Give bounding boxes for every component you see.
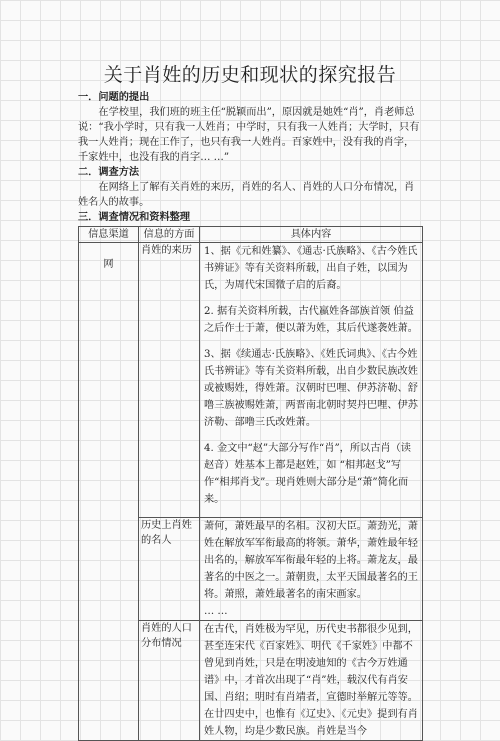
table-row xyxy=(79,243,423,518)
content-cell xyxy=(200,621,423,741)
content-paragraph: 萧何，萧姓最早的名相。汉初大臣。萧劲光，萧姓在解放军军衔最高的将领。萧华，萧姓最年轻出名的，解放军军衔最年轻的上将。萧龙友，最著名的中医之一。萧朝贵，太平天国最著名的王将。萧照，萧姓最著名的南宋画家。 xyxy=(204,521,418,600)
header-aspect: 信息的方面 xyxy=(139,227,200,243)
section-heading-2: 二．调查方法 xyxy=(78,166,140,178)
content-cell xyxy=(200,243,423,518)
content-paragraph: 1、据《元和姓纂》、《通志·氏族略》、《古今姓氏书辨证》等有关资料所载，出自子姓，以国为氏，为周代宋国微子启的后裔。 xyxy=(204,246,418,291)
source-cell: 网 xyxy=(79,243,139,741)
content-paragraph: … … xyxy=(204,606,228,617)
section-heading-1: 一．问题的提出 xyxy=(78,91,150,103)
header-content: 具体内容 xyxy=(200,227,423,243)
table-header-row xyxy=(79,227,423,243)
content-paragraph: 在古代，肖姓极为罕见，历代史书都很少见到，甚至连宋代《百家姓》、明代《千家姓》中都不曾见到肖姓，只是在明凌迪知的《古今万姓通谱》中，才首次出现了“肖”姓，载汉代有肖安国、肖绍；明时有肖靖者，宣德时举解元等等。在廿四史中，也惟有《辽史》、《元史》提到有肖姓人物，均是少数民族。肖姓是当今 xyxy=(204,624,418,737)
content-paragraph: 4. 金文中“赵”大部分写作“肖”，所以古肖（读赵音）姓基本上都是赵姓，如 “相邦赵戈”写作“相邦肖戈”。现肖姓则大部分是“萧”简化而来。 xyxy=(204,443,411,505)
section-body-1: 在学校里，我们班的班主任“脱颖而出”，原因就是她姓“肖”，肖老师总说：“我小学时，只有我一人姓肖；中学时，只有我一人姓肖；大学时，只有我一人姓肖；现在工作了，也只有我一人姓肖。百家姓中，没有我的肖字，千家姓中，也没有我的肖字… …” xyxy=(78,107,420,163)
aspect-cell: 历史上肖姓的名人 xyxy=(139,518,200,621)
header-source: 信息渠道 xyxy=(79,227,139,243)
section-heading-3: 三．调查情况和资料整理 xyxy=(78,211,191,223)
document-title: 关于肖姓的历史和现状的探究报告 xyxy=(103,64,397,86)
content-paragraph: 2. 据有关资料所载，古代嬴姓各部族首领 伯益之后作士于萧，便以萧为姓，其后代遂袭姓萧。 xyxy=(204,306,418,334)
survey-table xyxy=(78,226,423,741)
content-paragraph: 3、据《续通志·氏族略》、《姓氏词典》、《古今姓氏书辨证》等有关资料所载，出自少数民族改姓或被赐姓，得姓萧。汉朝时巴哩、伊苏济勒、舒噜三族被赐姓萧，两晋南北朝时契丹巴哩、伊苏济勒、部噜三氏改姓萧。 xyxy=(204,349,418,428)
document-body xyxy=(78,90,423,741)
content-cell xyxy=(200,518,423,621)
section-body-2: 在网络上了解有关肖姓的来历，肖姓的名人、肖姓的人口分布情况，肖姓名人的故事。 xyxy=(78,182,415,208)
aspect-cell: 肖姓的来历 xyxy=(139,243,200,518)
aspect-cell: 肖姓的人口分布情况 xyxy=(139,621,200,741)
